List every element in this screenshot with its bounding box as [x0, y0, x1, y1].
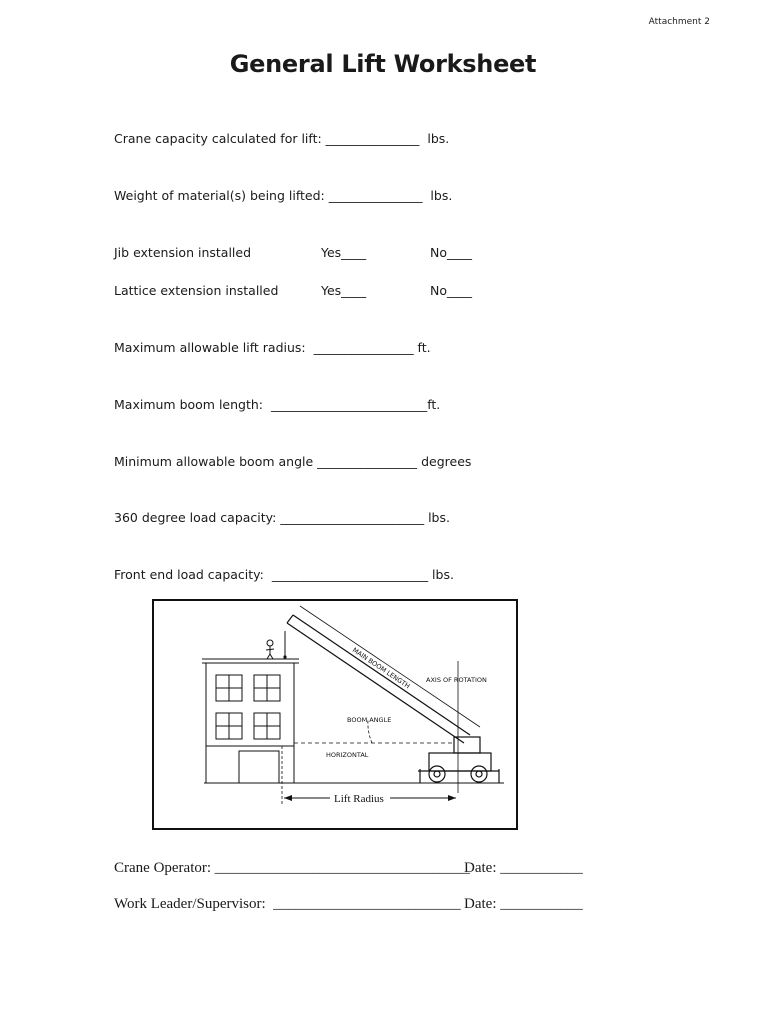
crane-truck — [418, 737, 499, 783]
lattice-yes-field[interactable]: Yes____ — [321, 283, 367, 298]
worker-figure — [266, 640, 274, 659]
max-boom-length-field[interactable]: Maximum boom length: _________________________ft. — [114, 397, 441, 412]
front-end-capacity-field[interactable]: Front end load capacity: _________________________ lbs. — [114, 567, 454, 582]
crane-operator-signature-field[interactable]: Crane Operator: __________________________________ — [114, 860, 470, 876]
material-weight-field[interactable]: Weight of material(s) being lifted: _______________ lbs. — [114, 188, 453, 203]
boom-angle-label: BOOM ANGLE — [347, 716, 392, 724]
crane-illustration — [154, 601, 516, 828]
load-capacity-360-field[interactable]: 360 degree load capacity: _______________________ lbs. — [114, 510, 450, 525]
lift-radius-label: Lift Radius — [334, 793, 384, 805]
jib-yes-field[interactable]: Yes____ — [321, 245, 367, 260]
lattice-no-field[interactable]: No____ — [430, 283, 472, 298]
page-title: General Lift Worksheet — [229, 50, 537, 78]
lattice-extension-label: Lattice extension installed — [114, 283, 279, 298]
building-drawing — [202, 659, 299, 783]
min-boom-angle-field[interactable]: Minimum allowable boom angle ________________ degrees — [114, 454, 472, 469]
max-radius-field[interactable]: Maximum allowable lift radius: ________________ ft. — [114, 340, 431, 355]
work-leader-signature-field[interactable]: Work Leader/Supervisor: _________________________ — [114, 896, 461, 912]
crane-capacity-field[interactable]: Crane capacity calculated for lift: _______________ lbs. — [114, 131, 450, 146]
jib-extension-label: Jib extension installed — [114, 245, 252, 260]
work-leader-date-field[interactable]: Date: ___________ — [464, 896, 583, 912]
crane-operator-date-field[interactable]: Date: ___________ — [464, 860, 583, 876]
horizontal-label: HORIZONTAL — [326, 751, 369, 759]
axis-of-rotation-label: AXIS OF ROTATION — [426, 676, 487, 684]
jib-no-field[interactable]: No____ — [430, 245, 472, 260]
main-boom-length-label: MAIN BOOM LENGTH — [350, 646, 412, 691]
attachment-label: Attachment 2 — [648, 17, 710, 27]
crane-diagram — [152, 599, 518, 830]
